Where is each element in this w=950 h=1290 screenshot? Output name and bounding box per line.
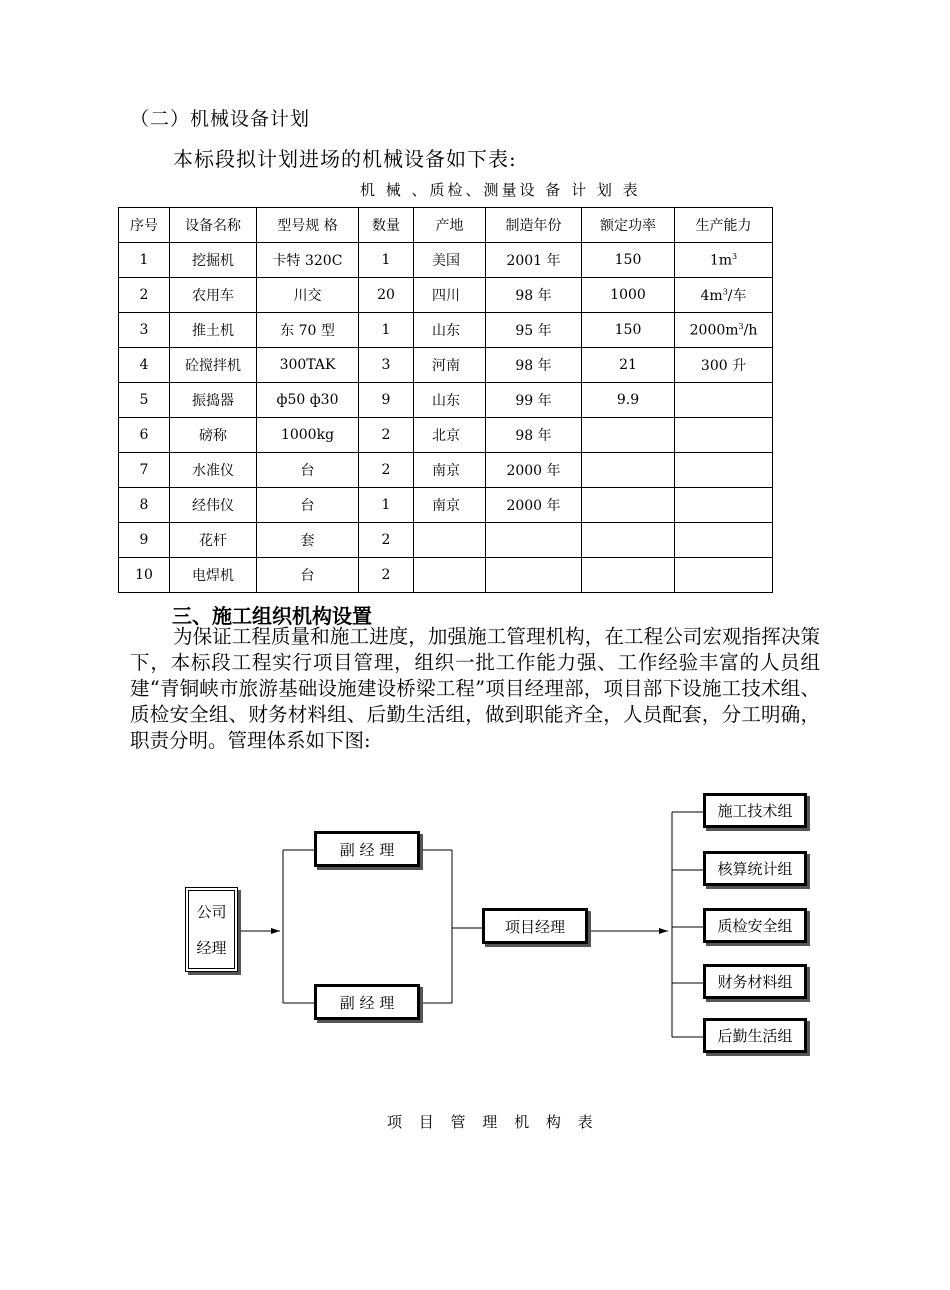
table-cell: 3 (119, 313, 170, 348)
table-cell: 1 (359, 488, 414, 523)
table-cell: 四川 (414, 278, 486, 313)
table-cell: 2001 年 (486, 243, 582, 278)
table-cell: 98 年 (486, 278, 582, 313)
section-3-paragraph: 为保证工程质量和施工进度，加强施工管理机构，在工程公司宏观指挥决策下，本标段工程实行项目管理，组织一批工作能力强、工作经验丰富的人员组建“青铜峡市旅游基础设施建设桥梁工程”项目经理部，项目部下设施工技术组、质检安全组、财务材料组、后勤生活组，做到职能齐全，人员配套，分工明确，职责分明。管理体系如下图: (130, 625, 820, 752)
table-cell: 南京 (414, 488, 486, 523)
deputy-manager-top-label: 副 经 理 (339, 840, 395, 859)
table-cell: 98 年 (486, 348, 582, 383)
header-cell: 制造年份 (486, 208, 582, 243)
table-cell: 98 年 (486, 418, 582, 453)
header-cell: 额定功率 (582, 208, 675, 243)
table-cell: 5 (119, 383, 170, 418)
group-box-construction-tech (703, 793, 807, 828)
header-cell: 产地 (414, 208, 486, 243)
table-cell: 台 (257, 453, 359, 488)
table-caption: 机 械 、质检、测量设 备 计 划 表 (360, 181, 641, 199)
table-cell: $1m^3$ (675, 243, 773, 278)
table-cell: 9.9 (582, 383, 675, 418)
table-cell: 9 (359, 383, 414, 418)
table-cell: 95 年 (486, 313, 582, 348)
group-label: 施工技术组 (717, 802, 793, 820)
deputy-manager-top-box (314, 831, 420, 867)
section-3-title: 三、施工组织机构设置 (172, 604, 372, 628)
group-box-accounting (703, 851, 807, 886)
table-cell: 台 (257, 488, 359, 523)
group-box-quality-safety (703, 908, 807, 943)
table-cell: 挖掘机 (170, 243, 257, 278)
table-cell: 农用车 (170, 278, 257, 313)
table-cell: 1000 (582, 278, 675, 313)
company-manager-label-line2: 经理 (196, 938, 227, 957)
table-cell: 2 (359, 453, 414, 488)
header-cell: 生产能力 (675, 208, 773, 243)
table-cell: 99 年 (486, 383, 582, 418)
table-cell: 6 (119, 418, 170, 453)
table-cell: 台 (257, 558, 359, 593)
table-cell: 2 (119, 278, 170, 313)
table-cell: 东 70 型 (257, 313, 359, 348)
company-manager-box (185, 887, 238, 972)
table-cell: 2 (359, 418, 414, 453)
table-cell: 3 (359, 348, 414, 383)
table-cell: 振捣器 (170, 383, 257, 418)
section-2-title: （二）机械设备计划 (130, 108, 311, 130)
header-cell: 序号 (119, 208, 170, 243)
table-cell: 7 (119, 453, 170, 488)
table-cell: 4 (119, 348, 170, 383)
table-cell: 北京 (414, 418, 486, 453)
table-cell: 磅称 (170, 418, 257, 453)
group-label: 质检安全组 (717, 917, 793, 935)
table-cell: 川交 (257, 278, 359, 313)
group-label: 核算统计组 (717, 860, 793, 878)
table-cell: 山东 (414, 383, 486, 418)
table-cell: 21 (582, 348, 675, 383)
table-cell: 套 (257, 523, 359, 558)
group-box-finance-materials (703, 964, 807, 999)
table-cell: ф50 ф30 (257, 383, 359, 418)
table-cell: 1 (359, 313, 414, 348)
table-cell: $4m^3/$车 (675, 278, 773, 313)
header-cell: 型号规 格 (257, 208, 359, 243)
group-label: 后勤生活组 (717, 1027, 793, 1045)
table-cell: $2000m^3/h$ (675, 313, 773, 348)
group-box-logistics (703, 1018, 807, 1053)
table-cell: 2 (359, 558, 414, 593)
table-cell: 20 (359, 278, 414, 313)
table-cell: 1 (119, 243, 170, 278)
project-manager-label: 项目经理 (504, 917, 565, 936)
table-cell: 山东 (414, 313, 486, 348)
table-cell: 南京 (414, 453, 486, 488)
header-cell: 数量 (359, 208, 414, 243)
group-label: 财务材料组 (717, 973, 793, 991)
table-cell: 150 (582, 243, 675, 278)
table-cell: 1 (359, 243, 414, 278)
table-cell: 9 (119, 523, 170, 558)
table-cell: 10 (119, 558, 170, 593)
deputy-manager-bottom-label: 副 经 理 (339, 993, 395, 1012)
company-manager-label-line1: 公司 (196, 902, 227, 921)
table-cell: 2 (359, 523, 414, 558)
table-cell: 2000 年 (486, 488, 582, 523)
header-cell: 设备名称 (170, 208, 257, 243)
table-cell: 砼搅拌机 (170, 348, 257, 383)
table-cell: 水准仪 (170, 453, 257, 488)
table-cell: 1000kg (257, 418, 359, 453)
table-cell: 经伟仪 (170, 488, 257, 523)
table-cell: 150 (582, 313, 675, 348)
table-cell: 美国 (414, 243, 486, 278)
table-cell: 推土机 (170, 313, 257, 348)
deputy-manager-bottom-box (314, 984, 420, 1020)
table-cell: 花杆 (170, 523, 257, 558)
table-cell: 300 升 (675, 348, 773, 383)
table-cell: 300TAK (257, 348, 359, 383)
table-cell: 电焊机 (170, 558, 257, 593)
table-cell: 卡特 320C (257, 243, 359, 278)
table-cell: 河南 (414, 348, 486, 383)
table-cell: 8 (119, 488, 170, 523)
intro-text: 本标段拟计划进场的机械设备如下表: (173, 147, 517, 171)
org-chart-caption: 项 目 管 理 机 构 表 (387, 1113, 599, 1131)
project-manager-box (482, 908, 588, 944)
table-cell: 2000 年 (486, 453, 582, 488)
